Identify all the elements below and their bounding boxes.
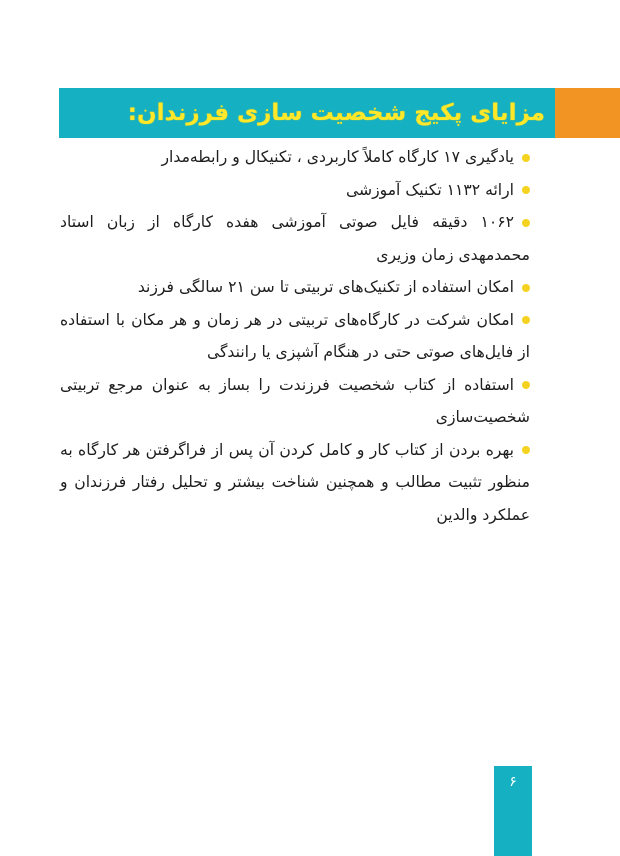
list-item: [60, 434, 530, 532]
section-title: مزایای پکیج شخصیت سازی فرزندان:: [127, 100, 545, 126]
list-item-text: ۱۰۶۲ دقیقه فایل صوتی آموزشی هفده کارگاه از زبان استاد محمدمهدی زمان وزیری: [60, 213, 530, 264]
list-item-text: امکان شرکت در کارگاه‌های تربیتی در هر زمان و هر مکان با استفاده از فایل‌های صوتی حتی در هنگام آشپزی یا رانندگی: [60, 310, 530, 361]
bullet-icon: [522, 154, 530, 162]
list-item: [60, 304, 530, 369]
list-item-text: یادگیری ۱۷ کارگاه کاملاً کاربردی ، تکنیکال و رابطه‌مدار: [161, 148, 514, 166]
bullet-icon: [522, 446, 530, 454]
bullet-icon: [522, 284, 530, 292]
bullet-icon: [522, 219, 530, 227]
header-banner: [59, 88, 555, 138]
header-accent-block: [555, 88, 620, 138]
bullet-icon: [522, 381, 530, 389]
list-item: [60, 174, 530, 207]
list-item-text: امکان استفاده از تکنیک‌های تربیتی تا سن ۲۱ سالگی فرزند: [137, 278, 514, 296]
list-item-text: بهره بردن از کتاب کار و کامل کردن آن پس از فراگرفتن هر کارگاه به منظور تثبیت مطالب و همچنین شناخت بیشتر و تحلیل رفتار فرزندان و عملکرد والدین: [60, 440, 530, 524]
benefits-list: [60, 141, 530, 531]
page-number-tab: [494, 766, 532, 856]
bullet-icon: [522, 186, 530, 194]
list-item: [60, 271, 530, 304]
list-item: [60, 206, 530, 271]
list-item-text: ارائه ۱۱۳۲ تکنیک آموزشی: [346, 180, 514, 199]
bullet-icon: [522, 316, 530, 324]
page-number: ۶: [509, 774, 517, 790]
list-item: [60, 141, 530, 174]
list-item-text: استفاده از کتاب شخصیت فرزندت را بساز به عنوان مرجع تربیتی شخصیت‌سازی: [60, 375, 530, 426]
list-item: [60, 369, 530, 434]
